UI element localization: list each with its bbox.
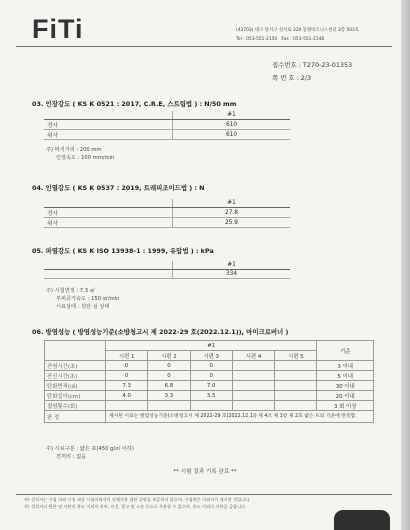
header-address: (42703) 대구 달서구 성서로 329 동원비즈니스센터 3층 503호 Tel : 053-551-2150 Fax : 053-551-2148 [236,28,360,42]
section-04-table [44,199,290,228]
dark-corner-tab [334,510,390,530]
section-05-notes: 주) 시험면적 : 7.3 ㎠ 부피증가속도 : 150 ㎤/min 시료상태 : 원단 실 상태 [46,288,120,310]
table-row: 334 [44,270,290,279]
footer-note-2: 주) 성적서의 원본 및 사본의 용도 이외의 홍보, 선전, 광고 및 소송 등으로 사용할 수 없으며, 용도 이외의 사용을 금합니다. [24,504,247,509]
table-row: 잔염시간(초) 0 0 0 3 이내 [45,361,374,371]
section-05-table [44,261,290,279]
section-03-notes: 주) 파지거리 : 200 mm 인장속도 : 100 mm/min [46,147,115,161]
page-number: 쪽 번 호 : 2/3 [272,74,312,82]
section-05-title: 05. 파열강도 ( KS K ISO 13938-1 : 1999, 유압법 ) : kPa [32,247,214,255]
section-04-title: 04. 인열강도 ( KS K 0537 : 2019, 트래피조이드법 ) : N [32,184,205,192]
footer-note-1: 주) 성적서는 시험 의뢰 신청 대상 시험의뢰자의 전체적용 대한 증명을 보증하지 않으며, 시험편은 의뢰자가 제시한 것입니다. [24,497,251,502]
table-row: 위사 610 [44,130,290,140]
section-03-title: 03. 인장강도 ( KS K 0521 : 2017, C.R.E, 스트립법 ) : N/50 mm [32,100,237,108]
table-row: 탄화면적(㎠) 7.3 6.8 7.0 30 이내 [45,381,374,391]
column-header: #1 [173,111,291,120]
section-03-table [44,111,290,140]
scan-edge [401,0,410,530]
column-header: #1 [173,199,291,208]
table-row: 접염횟수(회) 3 회 이상 [45,401,374,411]
criteria-header: 기준 [317,341,374,361]
judgement-row: 판 정 제시된 시료는 방염성능기준(소방청고시 제 2022-29 호(2022.12.1)) 제 4조 제 1항 제 2호 얇은 포의 기준에 만족함. [45,411,374,423]
header-tel: Tel : 053-551-2150 [236,37,278,42]
table-row: 잔신시간(초) 0 0 0 5 이내 [45,371,374,381]
header-fax: Fax : 053-551-2148 [281,37,325,42]
group-header: #1 [106,341,317,351]
footer-divider [16,494,392,495]
column-header: #1 [173,261,291,270]
receipt-number: 접수번호 : T270-23-01353 [272,61,353,69]
table-row: 탄화길이(cm) 4.0 3.3 3.5 20 이내 [45,391,374,401]
table-row: 경사 27.8 [44,208,290,218]
header-divider [16,46,392,47]
table-row: 위사 25.9 [44,218,290,228]
section-06-notes: 주) 시료구분 : 얇은 포(450 g/㎡ 이하) 전처리 : 없음 [46,446,134,460]
fiti-logo: FiTi [32,14,84,44]
section-06-table: #1 기준 시편 1 시편 2 시편 3 시편 4 시편 5 잔염시간(초) 0 0 0 3 이내 잔신시간(초) 0 0 0 5 이내 탄화면적(㎠) 7.3 6.8 7.0 30 이내 탄화길이(cm) 4.0 3.3 3.5 20 이내 접염횟수(회) 3 회 이상 판 정 제시된 시료는 방염성능기준(소방청고시 제 2022-29 호(2022.12.1)) 제 4조 제 1항 제 2호 얇은 포의 기준에 만족함. [44,340,374,423]
end-of-results: ** 시험 결과 기록 완료 ** [173,469,237,475]
judgement-text: 제시된 시료는 방염성능기준(소방청고시 제 2022-29 호(2022.12.1)) 제 4조 제 1항 제 2호 얇은 포의 기준에 만족함. [106,411,374,423]
table-row: 경사 610 [44,120,290,130]
section-06-title: 06. 방염성능 ( 방염성능기준(소방청고시 제 2022-29 호(2022.12.1)), 마이크로버너 ) [32,328,289,336]
